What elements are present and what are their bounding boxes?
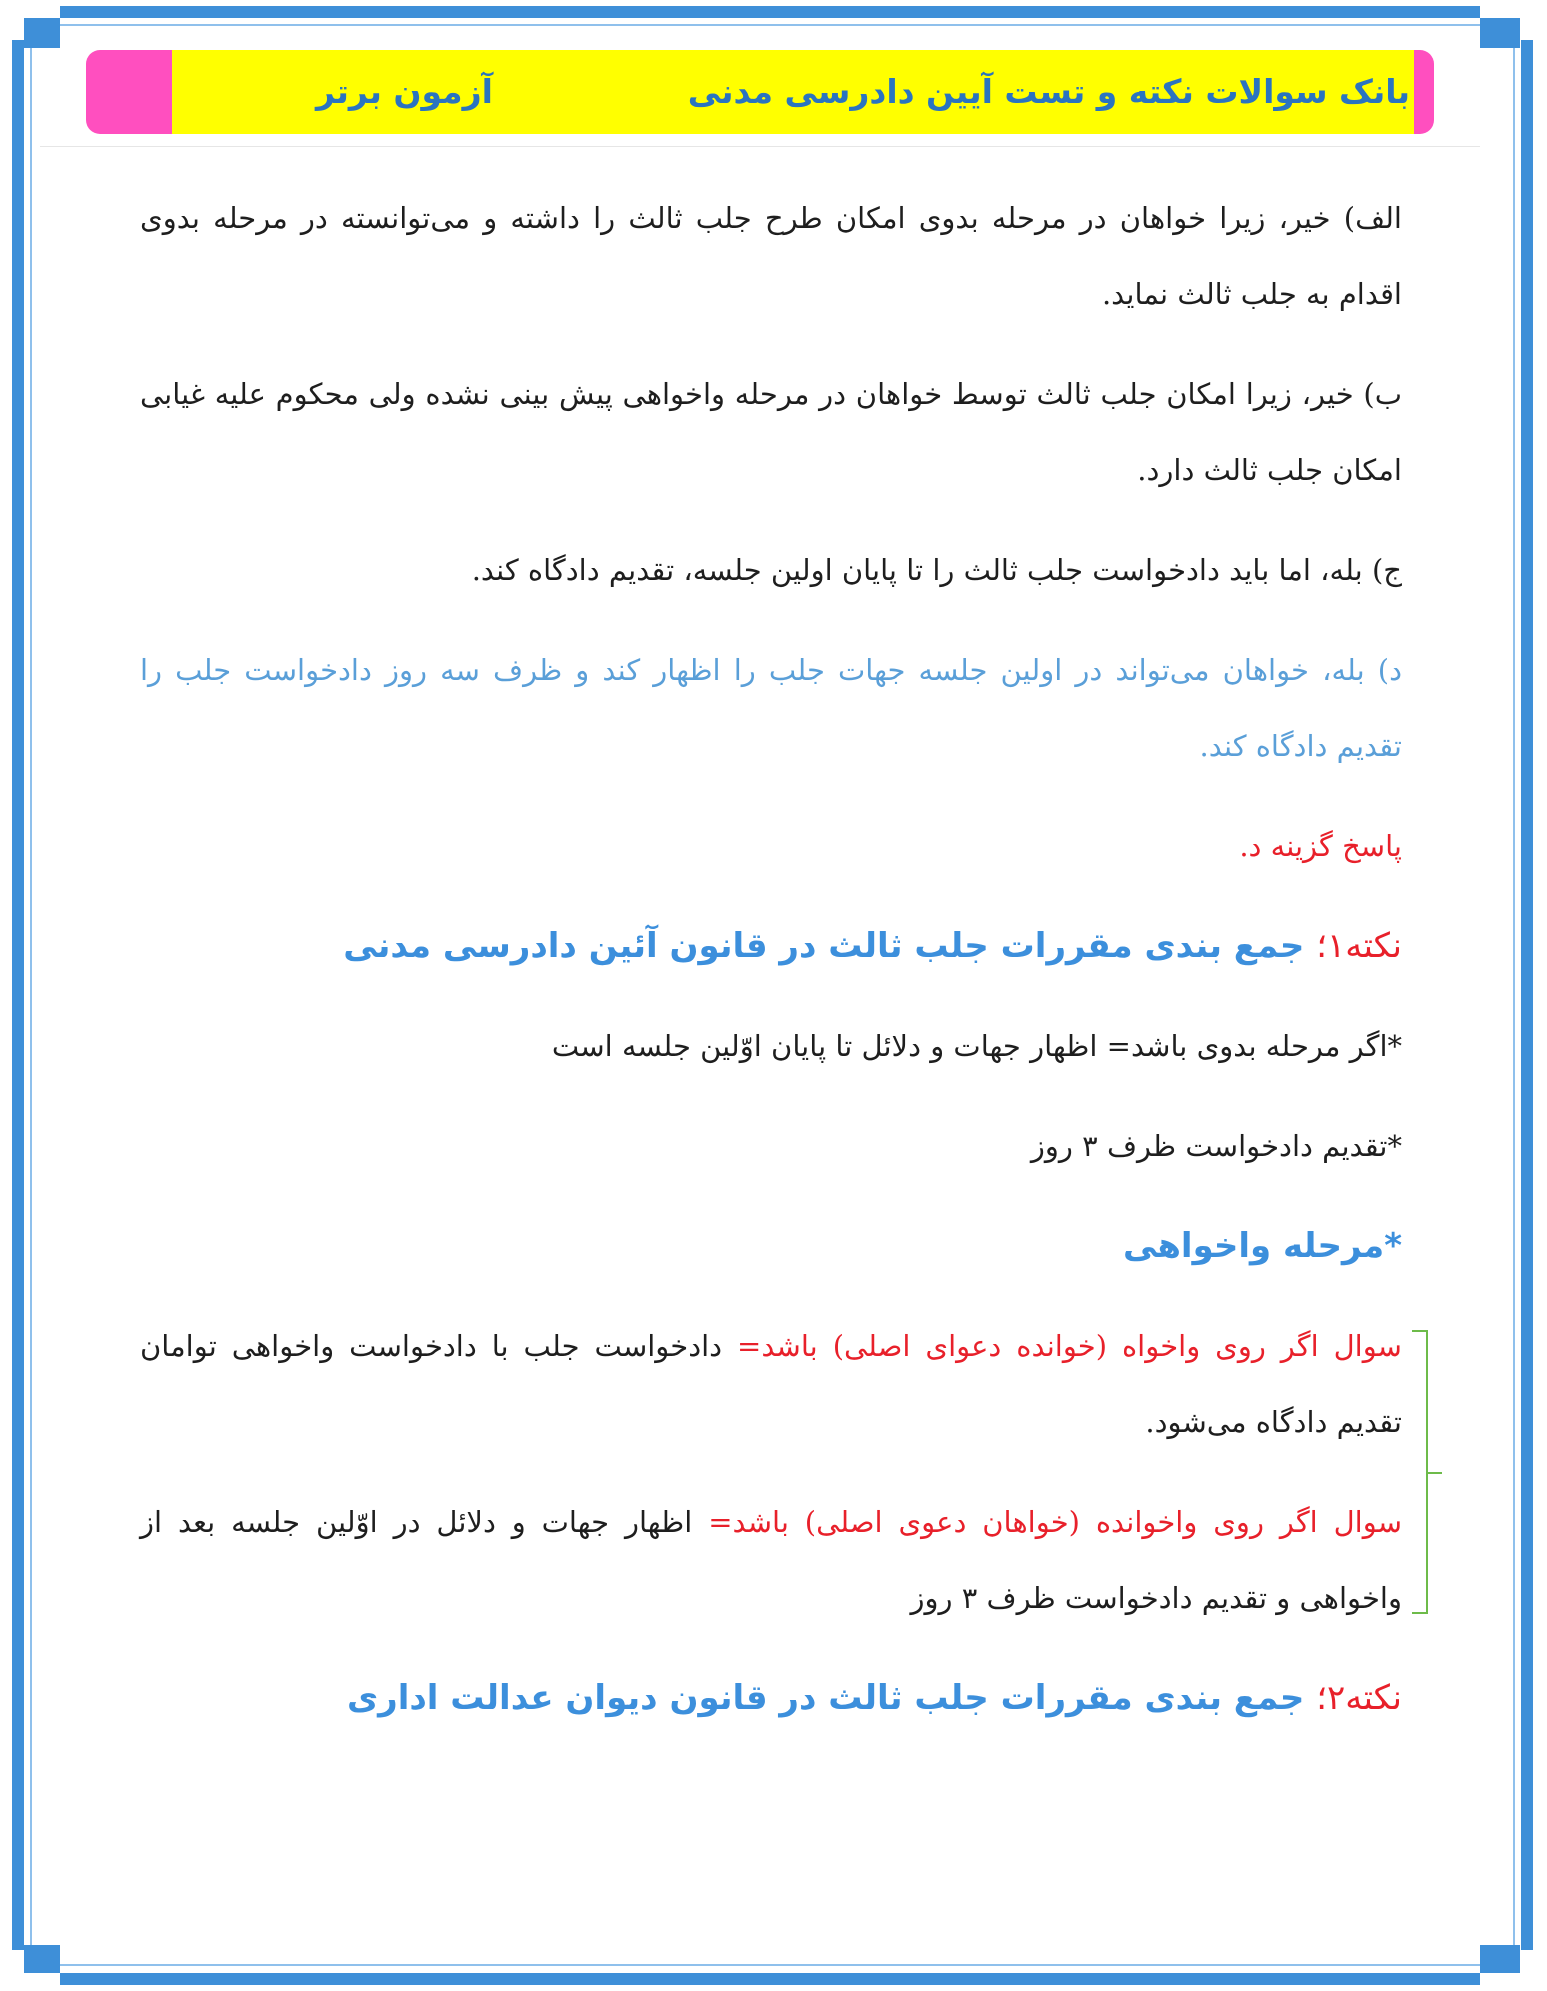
frame-bottom [60, 1973, 1480, 1985]
frame-top-inner [60, 24, 1480, 26]
frame-left-inner [30, 40, 32, 1950]
note2-title: جمع بندی مقررات جلب ثالث در قانون دیوان عدالت اداری [346, 1678, 1305, 1718]
bullet-2: *تقدیم دادخواست ظرف ۳ روز [1030, 1129, 1402, 1163]
frame-left [12, 40, 24, 1950]
note2-heading [140, 1660, 1402, 1736]
option-be: ب) خیر، زیرا امکان جلب ثالث توسط خواهان در مرحله واخواهی پیش بینی نشده ولی محکوم علیه غیابی امکان جلب ثالث دارد. [140, 377, 1402, 487]
bullet-1: *اگر مرحله بدوی باشد= اظهار جهات و دلائل تا پایان اوّلین جلسه است [551, 1029, 1402, 1063]
case-1-condition: سوال اگر روی واخواه (خوانده دعوای اصلی) باشد= [737, 1329, 1402, 1363]
note1-heading [140, 908, 1402, 984]
frame-corner-br [1480, 1945, 1520, 1973]
answer-line: پاسخ گزینه د. [1239, 829, 1402, 863]
subheading-vakhahi: *مرحله واخواهی [1122, 1226, 1402, 1266]
cases-block [140, 1308, 1402, 1636]
header-brand: آزمون برتر [316, 72, 493, 111]
case-1-result: دادخواست جلب با دادخواست واخواهی توامان تقدیم دادگاه می‌شود. [140, 1329, 1402, 1439]
header-divider [40, 146, 1480, 147]
frame-corner-tl [24, 18, 60, 48]
option-alef: الف) خیر، زیرا خواهان در مرحله بدوی امکان طرح جلب ثالث را داشته و می‌توانسته در مرحله بدوی اقدام به جلب ثالث نماید. [140, 201, 1402, 311]
note1-label: نکته۱؛ [1316, 926, 1402, 966]
frame-right-inner [1513, 40, 1515, 1950]
option-dal: د) بله، خواهان می‌تواند در اولین جلسه جهات جلب را اظهار کند و ظرف سه روز دادخواست جلب را تقدیم دادگاه کند. [140, 653, 1402, 763]
option-jim: ج) بله، اما باید دادخواست جلب ثالث را تا پایان اولین جلسه، تقدیم دادگاه کند. [471, 553, 1402, 587]
note1-title: جمع بندی مقررات جلب ثالث در قانون آئین دادرسی مدنی [343, 926, 1305, 966]
green-brace-tip [1428, 1472, 1442, 1474]
case-1 [140, 1308, 1402, 1460]
frame-corner-bl [24, 1945, 60, 1973]
header-title: بانک سوالات نکته و تست آیین دادرسی مدنی [687, 72, 1410, 111]
frame-right [1521, 40, 1533, 1950]
frame-corner-tr [1480, 18, 1520, 48]
note2-label: نکته۲؛ [1316, 1678, 1402, 1718]
case-2-condition: سوال اگر روی واخوانده (خواهان دعوی اصلی) باشد= [708, 1505, 1402, 1539]
case-2-result: اظهار جهات و دلائل در اوّلین جلسه بعد از واخواهی و تقدیم دادخواست ظرف ۳ روز [140, 1505, 1402, 1615]
green-brace [1412, 1330, 1428, 1614]
frame-top [60, 6, 1480, 18]
header-banner [86, 50, 1434, 134]
frame-bottom-inner [60, 1964, 1480, 1966]
page-content [140, 180, 1402, 1736]
case-2 [140, 1484, 1402, 1636]
